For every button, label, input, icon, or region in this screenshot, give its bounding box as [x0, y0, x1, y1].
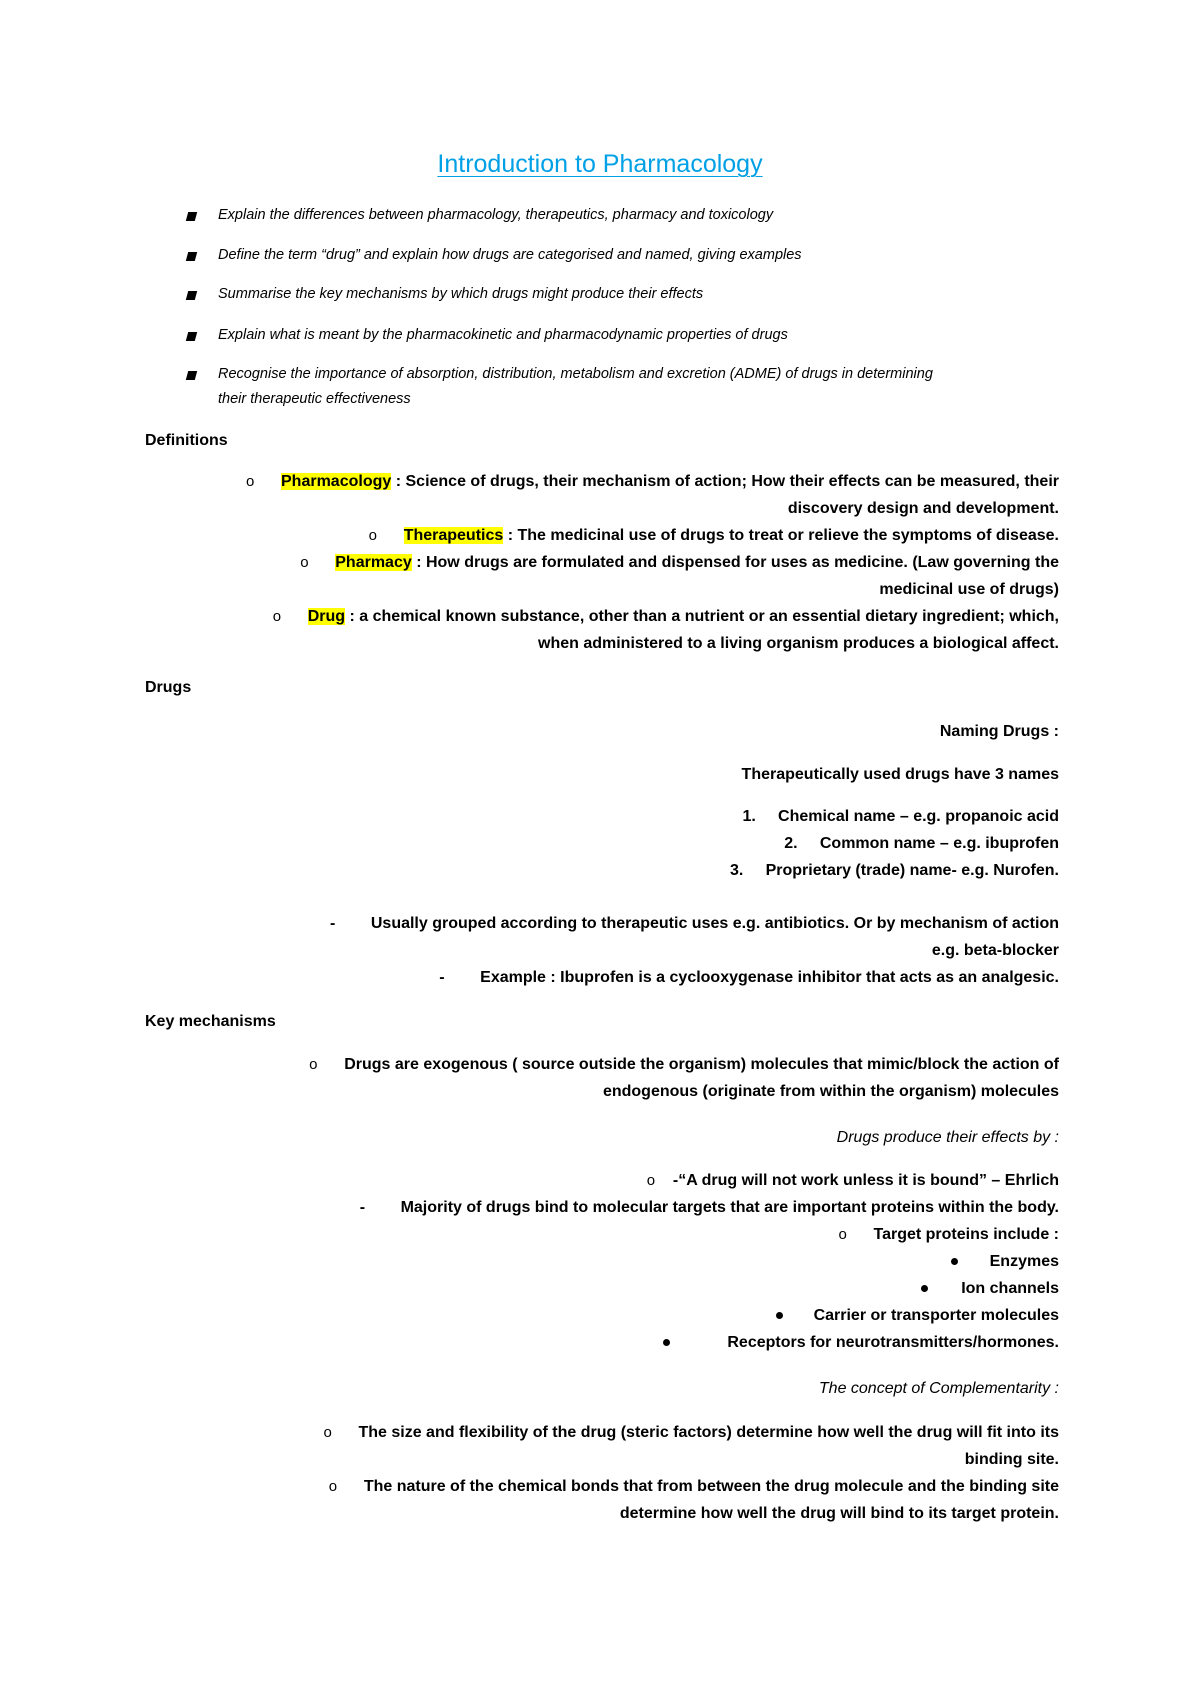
target-proteins-line: Target proteins include : [873, 1226, 1059, 1243]
circle-marker: o [646, 1172, 656, 1189]
naming-drugs-label: Naming Drugs : [939, 723, 1059, 740]
name-item [742, 808, 1059, 826]
bullet-icon [186, 291, 197, 300]
circle-marker: o [328, 1478, 338, 1495]
size-line: The size and flexibility of the drug (steric factors) determine how well the drug will fit into its [358, 1424, 1059, 1441]
list-text: Common name – e.g. ibuprofen [819, 835, 1059, 852]
ehrlich-quote [647, 1172, 1059, 1190]
list-number: 2. [784, 835, 798, 852]
definition-pharmacology [246, 473, 1059, 491]
target-item: Receptors for neurotransmitters/hormones. [727, 1334, 1059, 1351]
list-number: 1. [742, 808, 756, 825]
size-text-continued: binding site. [964, 1451, 1059, 1468]
section-heading-drugs: Drugs [145, 679, 192, 696]
size-text [323, 1424, 1059, 1442]
name-item [730, 862, 1059, 880]
definition-text: : Science of drugs, their mechanism of action; How their effects can be measured, their [395, 473, 1059, 490]
example-text-line: Example : Ibuprofen is a cyclooxygenase inhibitor that acts as an analgesic. [480, 969, 1059, 986]
exogenous-text-continued: endogenous (originate from within the organism) molecules [602, 1083, 1059, 1100]
three-names-text: Therapeutically used drugs have 3 names [741, 766, 1059, 783]
complementarity-subheading: The concept of Complementarity : [818, 1380, 1059, 1397]
target-item: Enzymes [989, 1253, 1059, 1270]
exogenous-text [309, 1056, 1059, 1074]
target-item: Carrier or transporter molecules [813, 1307, 1059, 1324]
grouped-text-continued: e.g. beta-blocker [931, 942, 1059, 959]
page-title: Introduction to Pharmacology [437, 150, 763, 178]
objective-item: Explain the differences between pharmacology, therapeutics, pharmacy and toxicology [218, 207, 774, 223]
circle-marker: o [300, 554, 309, 571]
objective-item: Define the term “drug” and explain how drugs are categorised and named, giving examples [218, 247, 802, 263]
nature-line: The nature of the chemical bonds that from between the drug molecule and the binding site [363, 1478, 1059, 1495]
definition-drug [273, 608, 1059, 626]
effects-by-subheading: Drugs produce their effects by : [836, 1129, 1059, 1146]
circle-marker: o [838, 1226, 847, 1243]
target-proteins-text [838, 1226, 1059, 1244]
definition-therapeutics [369, 527, 1059, 545]
grouped-text [330, 915, 1059, 933]
bullet-icon [186, 212, 197, 221]
target-item: Ion channels [961, 1280, 1059, 1297]
circle-marker: o [245, 473, 255, 490]
definition-text-continued: when administered to a living organism produces a biological affect. [538, 635, 1059, 652]
highlighted-term: Drug [307, 608, 346, 625]
nature-text-continued: determine how well the drug will bind to its target protein. [619, 1505, 1059, 1522]
circle-marker: o [368, 527, 378, 544]
dash-marker: - [359, 1199, 366, 1216]
highlighted-term: Pharmacology [281, 473, 392, 490]
objective-item: Recognise the importance of absorption, distribution, metabolism and excretion (ADME) of drugs in determining [218, 366, 933, 382]
definition-text: : How drugs are formulated and dispensed for uses as medicine. (Law governing the [416, 554, 1059, 571]
definition-text-continued: medicinal use of drugs) [879, 581, 1059, 598]
bullet-dot-icon [776, 1312, 783, 1319]
highlighted-term: Pharmacy [335, 554, 412, 571]
dash-marker: - [439, 969, 445, 986]
circle-marker: o [309, 1056, 318, 1073]
majority-line: Majority of drugs bind to molecular targets that are important proteins within the body. [400, 1199, 1059, 1216]
bullet-icon [186, 371, 197, 380]
ehrlich-line: -“A drug will not work unless it is bound” – Ehrlich [672, 1172, 1059, 1189]
bullet-icon [186, 252, 197, 261]
bullet-icon [186, 332, 197, 341]
highlighted-term: Therapeutics [403, 527, 504, 544]
bullet-dot-icon [951, 1258, 958, 1265]
circle-marker: o [272, 608, 282, 625]
bullet-dot-icon [921, 1285, 928, 1292]
list-text: Proprietary (trade) name- e.g. Nurofen. [765, 862, 1059, 879]
objective-item-continued: their therapeutic effectiveness [218, 391, 411, 407]
list-text: Chemical name – e.g. propanoic acid [778, 808, 1059, 825]
definition-pharmacy [300, 554, 1059, 572]
definition-text: : The medicinal use of drugs to treat or relieve the symptoms of disease. [507, 527, 1059, 544]
circle-marker: o [323, 1424, 332, 1441]
section-heading-key-mechanisms: Key mechanisms [145, 1013, 276, 1030]
list-number: 3. [730, 862, 744, 879]
nature-text [329, 1478, 1059, 1496]
exogenous-line: Drugs are exogenous ( source outside the organism) molecules that mimic/block the action of [344, 1056, 1059, 1073]
name-item [784, 835, 1059, 853]
example-text [439, 969, 1059, 987]
definition-text-continued: discovery design and development. [787, 500, 1059, 517]
grouped-text-line: Usually grouped according to therapeutic uses e.g. antibiotics. Or by mechanism of action [370, 915, 1059, 932]
objective-item: Explain what is meant by the pharmacokinetic and pharmacodynamic properties of drugs [218, 327, 788, 343]
definition-text: : a chemical known substance, other than a nutrient or an essential dietary ingredient; which, [349, 608, 1059, 625]
section-heading-definitions: Definitions [145, 432, 228, 449]
objective-item: Summarise the key mechanisms by which drugs might produce their effects [218, 286, 704, 302]
majority-text [360, 1199, 1059, 1217]
dash-marker: - [329, 915, 336, 932]
bullet-dot-icon [663, 1339, 670, 1346]
